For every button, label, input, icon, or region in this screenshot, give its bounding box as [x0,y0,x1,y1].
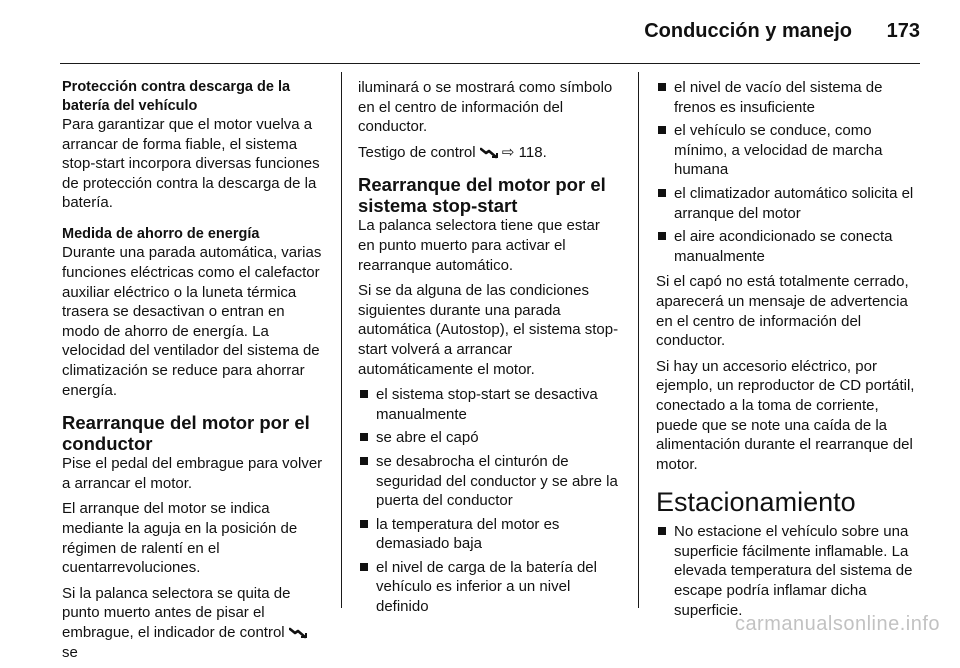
bullet-icon [360,563,368,571]
column-3 [656,78,920,626]
column-2 [358,78,620,623]
bullet-icon [360,433,368,441]
paragraph [62,584,324,662]
bullet-icon [658,83,666,91]
watermark: carmanualsonline.info [734,613,940,635]
paragraph: El arranque del motor se indica mediante la aguja en la posición de régimen de ralentí en el cuentarrevoluciones. [62,500,298,577]
stop-start-control-icon [480,147,498,159]
list-item: el vehículo se conduce, como mínimo, a velocidad de marcha humana [656,121,920,180]
section-heading: Rearranque del motor por el sistema stop-start [358,174,606,217]
paragraph: Si el capó no está totalmente cerrado, aparecerá un mensaje de advertencia en el centro de información del conductor. [656,273,909,350]
bullet-icon [360,390,368,398]
list-item: el nivel de carga de la batería del vehículo es inferior a un nivel definido [358,558,620,617]
list-item: el climatizador automático solicita el arranque del motor [656,184,920,223]
paragraph: Durante una parada automática, varias funciones eléctricas como el calefactor auxiliar eléctrico o la luneta térmica trasera se desactivan o entran en modo de ahorro de energía. La velocidad del ventilador del sistema de climatización se reduce para ahorrar energía. [62,244,322,399]
list-item: la temperatura del motor es demasiado baja [358,515,620,554]
paragraph [358,143,620,163]
paragraph: Para garantizar que el motor vuelva a arrancar de forma fiable, el sistema stop-start incorpora diversas funciones de protección contra la descarga de la batería. [62,116,320,212]
page-reference-icon: ⇨ [501,143,515,161]
subheading: Protección contra descarga de la batería del vehículo [62,79,291,114]
bullet-icon [658,527,666,535]
column-divider [341,72,342,608]
paragraph: iluminará o se mostrará como símbolo en el centro de información del conductor. [358,79,613,136]
section-heading: Rearranque del motor por el conductor [62,412,310,455]
list-item: el sistema stop-start se desactiva manualmente [358,385,620,424]
bullet-icon [360,457,368,465]
header-title: Conducción y manejo [644,20,852,42]
bullet-icon [658,126,666,134]
paragraph: Pise el pedal del embrague para volver a arrancar el motor. [62,455,323,492]
paragraph: Si hay un accesorio eléctrico, por ejemplo, un reproductor de CD portátil, conectado a la toma de corriente, puede que se note una caída de la alimentación durante el rearranque del motor. [656,357,915,473]
bullet-icon [658,189,666,197]
paragraph: Si se da alguna de las condiciones siguientes durante una parada automática (Autostop), el sistema stop-start volverá a arrancar automáticamente el motor. [358,282,619,378]
paragraph-text: Testigo de control [358,143,476,161]
list-item: se desabrocha el cinturón de seguridad del conductor y se abre la puerta del conductor [358,452,620,511]
column-1 [62,78,324,668]
bullet-icon [658,232,666,240]
paragraph-text: se [62,643,78,661]
paragraph-text: Si la palanca selectora se quita de punto muerto antes de pisar el embrague, el indicador de control [62,584,291,641]
page-number: 173 [886,20,920,42]
condition-list [358,385,620,617]
list-item: se abre el capó [358,428,620,448]
list-item: el aire acondicionado se conecta manualmente [656,227,920,266]
page-header [60,0,920,64]
subheading: Medida de ahorro de energía [62,225,260,242]
bullet-icon [360,520,368,528]
list-item: No estacione el vehículo sobre una superficie fácilmente inflamable. La elevada temperatura del sistema de escape podría inflamar dicha superficie. [656,522,920,620]
stop-start-control-icon [289,627,307,639]
chapter-heading: Estacionamiento [656,487,856,518]
page-reference[interactable]: 118. [518,143,547,161]
list-item: el nivel de vacío del sistema de frenos es insuficiente [656,78,920,117]
paragraph: La palanca selectora tiene que estar en punto muerto para activar el rearranque automático. [358,217,600,274]
condition-list [656,78,920,266]
column-divider [638,72,639,608]
parking-list [656,522,920,620]
